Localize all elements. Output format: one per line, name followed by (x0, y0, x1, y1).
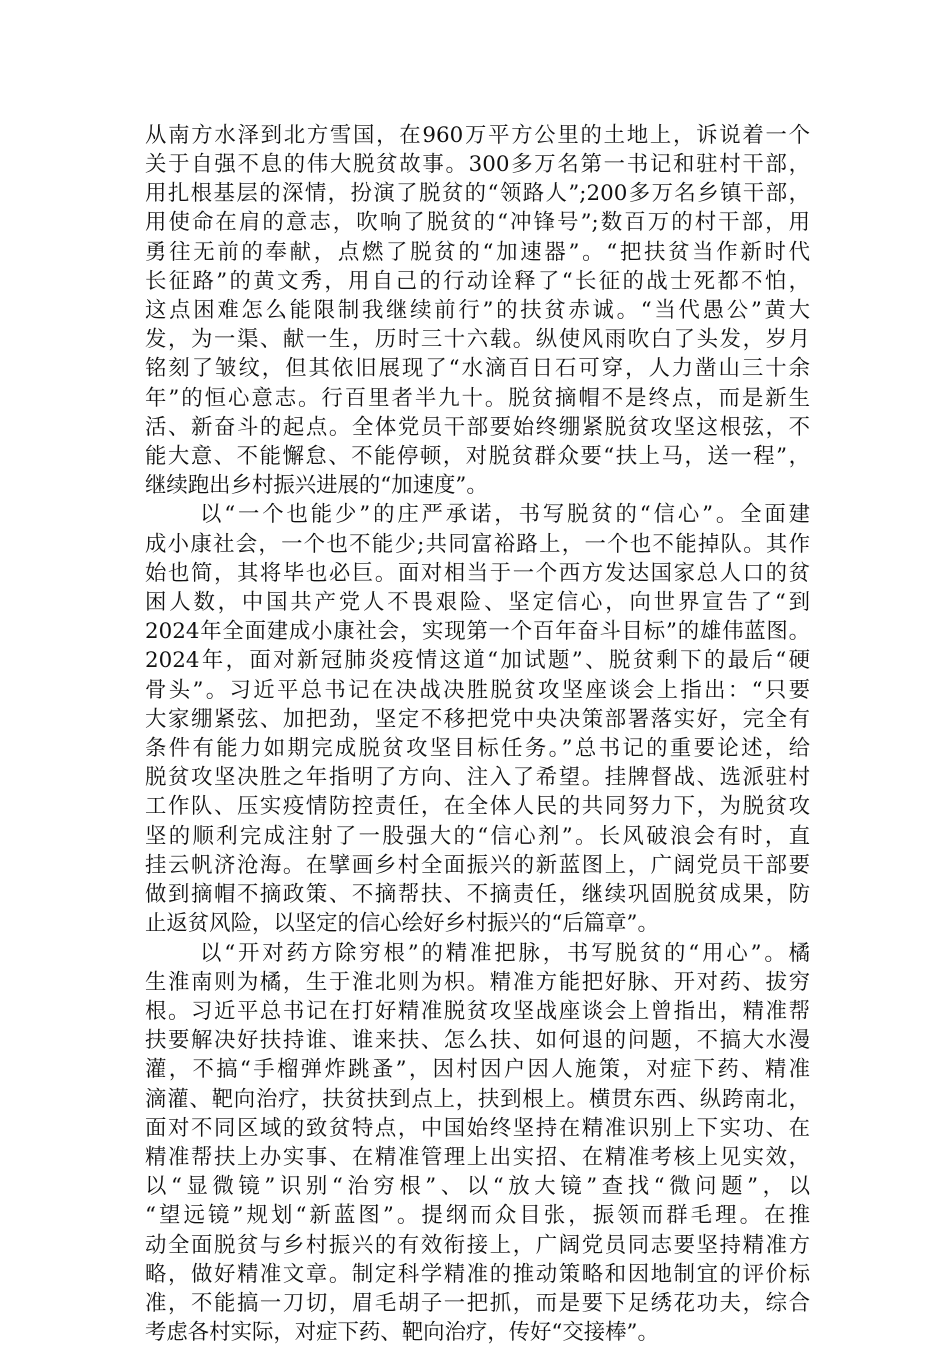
text-line: 成小康社会，一个也不能少;共同富裕路上，一个也不能掉队。其作 (145, 532, 810, 557)
text-line: 从南方水泽到北方雪国，在960万平方公里的土地上，诉说着一个 (145, 123, 810, 148)
text-line: 扶要解决好扶持谁、谁来扶、怎么扶、如何退的问题，不搞大水漫 (145, 1028, 810, 1053)
text-line: 动全面脱贫与乡村振兴的有效衔接上，广阔党员同志要坚持精准方 (145, 1233, 810, 1258)
text-line: 滴灌、靶向治疗，扶贫扶到点上，扶到根上。横贯东西、纵跨南北， (145, 1087, 810, 1112)
text-line: 用扎根基层的深情，扮演了脱贫的“领路人”;200多万名乡镇干部， (145, 181, 810, 206)
text-line: 2024年全面建成小康社会，实现第一个百年奋斗目标”的雄伟蓝图。 (145, 619, 810, 644)
text-line: 骨头”。习近平总书记在决战决胜脱贫攻坚座谈会上指出：“只要 (145, 678, 810, 703)
text-line: 困人数，中国共产党人不畏艰险、坚定信心，向世界宣告了“到 (145, 590, 810, 615)
text-line: 略，做好精准文章。制定科学精准的推动策略和因地制宜的评价标 (145, 1262, 810, 1287)
text-line: 根。习近平总书记在打好精准脱贫攻坚战座谈会上曾指出，精准帮 (145, 999, 810, 1024)
text-line: 工作队、压实疫情防控责任，在全体人民的共同努力下，为脱贫攻 (145, 794, 810, 819)
text-line: 面对不同区域的致贫特点，中国始终坚持在精准识别上下实功、在 (145, 1116, 810, 1141)
text-line: 继续跑出乡村振兴进展的“加速度”。 (145, 473, 488, 498)
text-line: 勇往无前的奉献，点燃了脱贫的“加速器”。“把扶贫当作新时代 (145, 240, 810, 265)
text-line: 条件有能力如期完成脱贫攻坚目标任务。”总书记的重要论述，给 (145, 736, 810, 761)
text-line: 坚的顺利完成注射了一股强大的“信心剂”。长风破浪会有时，直 (145, 824, 810, 849)
text-line: 生淮南则为橘，生于淮北则为枳。精准方能把好脉、开对药、拔穷 (145, 970, 810, 995)
text-line: 用使命在肩的意志，吹响了脱贫的“冲锋号”;数百万的村干部，用 (145, 210, 810, 235)
text-line: 考虑各村实际，对症下药、靶向治疗，传好“交接棒”。 (145, 1320, 659, 1345)
text-line: 精准帮扶上办实事、在精准管理上出实招、在精准考核上见实效， (145, 1145, 810, 1170)
text-line: 脱贫攻坚决胜之年指明了方向、注入了希望。挂牌督战、选派驻村 (145, 765, 810, 790)
paragraph-start-line: 以“开对药方除穷根”的精准把脉，书写脱贫的“用心”。橘 (200, 941, 810, 966)
text-line: 以“显微镜”识别“治穷根”、以“放大镜”查找“微问题”，以 (145, 1174, 810, 1199)
text-line: “望远镜”规划“新蓝图”。提纲而众目张，振领而群毛理。在推 (145, 1203, 810, 1228)
text-line: 2024年，面对新冠肺炎疫情这道“加试题”、脱贫剩下的最后“硬 (145, 648, 810, 673)
text-line: 始也简，其将毕也必巨。面对相当于一个西方发达国家总人口的贫 (145, 561, 810, 586)
text-line: 大家绷紧弦、加把劲，坚定不移把党中央决策部署落实好，完全有 (145, 707, 810, 732)
text-line: 灌，不搞“手榴弹炸跳蚤”，因村因户因人施策，对症下药、精准 (145, 1057, 810, 1082)
text-line: 做到摘帽不摘政策、不摘帮扶、不摘责任，继续巩固脱贫成果，防 (145, 882, 810, 907)
text-line: 年”的恒心意志。行百里者半九十。脱贫摘帽不是终点，而是新生 (145, 386, 810, 411)
text-line: 止返贫风险，以坚定的信心绘好乡村振兴的“后篇章”。 (145, 911, 659, 936)
text-line: 挂云帆济沧海。在擘画乡村全面振兴的新蓝图上，广阔党员干部要 (145, 853, 810, 878)
text-line: 这点困难怎么能限制我继续前行”的扶贫赤诚。“当代愚公”黄大 (145, 298, 810, 323)
text-line: 发，为一渠、献一生，历时三十六载。纵使风雨吹白了头发，岁月 (145, 327, 810, 352)
text-line: 关于自强不息的伟大脱贫故事。300多万名第一书记和驻村干部， (145, 152, 810, 177)
paragraph-start-line: 以“一个也能少”的庄严承诺，书写脱贫的“信心”。全面建 (200, 502, 810, 527)
text-line: 能大意、不能懈怠、不能停顿，对脱贫群众要“扶上马，送一程”， (145, 444, 810, 469)
text-line: 准，不能搞一刀切，眉毛胡子一把抓，而是要下足绣花功夫，综合 (145, 1291, 810, 1316)
text-line: 活、新奋斗的起点。全体党员干部要始终绷紧脱贫攻坚这根弦，不 (145, 415, 810, 440)
text-line: 铭刻了皱纹，但其依旧展现了“水滴百日石可穿，人力凿山三十余 (145, 356, 810, 381)
text-line: 长征路”的黄文秀，用自己的行动诠释了“长征的战士死都不怕， (145, 269, 810, 294)
